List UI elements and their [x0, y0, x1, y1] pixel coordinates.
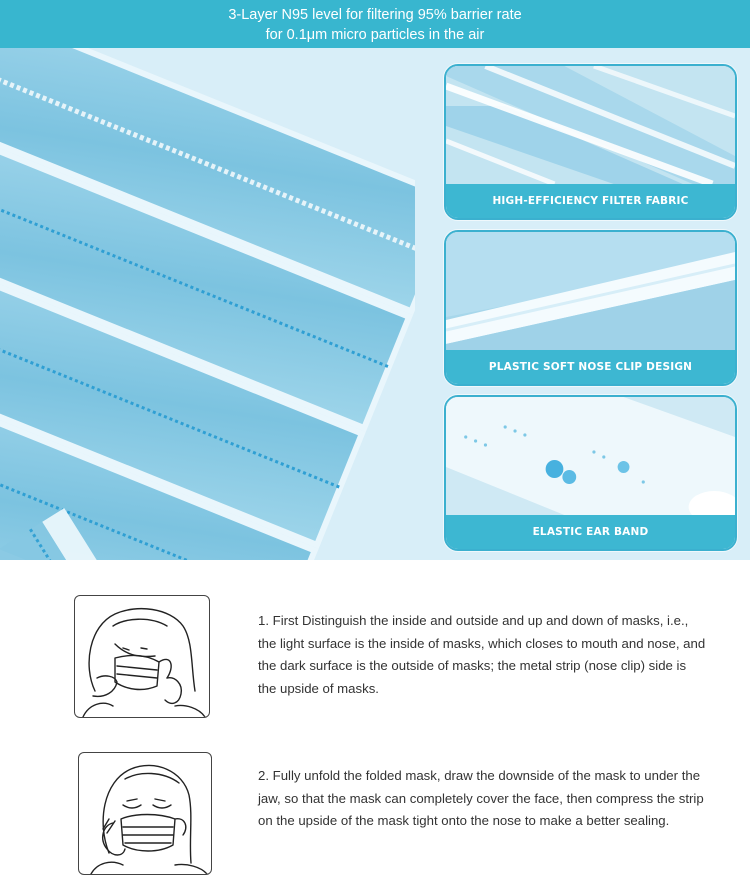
ear-band-photo [446, 397, 735, 515]
headline-line-2: for 0.1μm micro particles in the air [265, 27, 485, 43]
step-2-text: 2. Fully unfold the folded mask, draw the downside of the mask to under the jaw, so that the mask can completely cover the face, then compress the strip on the upside of the mask tight onto the nose to make a better sealing. [258, 768, 704, 828]
headline-banner [0, 0, 750, 48]
woman-holding-mask-illustration [74, 595, 210, 718]
feature-label: ELASTIC EAR BAND [446, 515, 735, 549]
filter-fabric-photo [446, 66, 735, 184]
nose-clip-photo [446, 232, 735, 350]
feature-card-ear-band [444, 395, 737, 551]
headline-line-1: 3-Layer N95 level for filtering 95% barrier rate [228, 7, 522, 23]
feature-label: HIGH-EFFICIENCY FILTER FABRIC [446, 184, 735, 218]
feature-card-nose-clip [444, 230, 737, 386]
woman-adjusting-mask-illustration [78, 752, 212, 875]
step-1-text: 1. First Distinguish the inside and outside and up and down of masks, i.e., the light surface is the inside of masks, which closes to mouth and nose, and the dark surface is the outside of masks; the metal strip (nose clip) side is the upside of masks. [258, 613, 706, 696]
stacked-masks-photo [0, 48, 445, 560]
feature-label: PLASTIC SOFT NOSE CLIP DESIGN [446, 350, 735, 384]
feature-card-filter-fabric [444, 64, 737, 220]
